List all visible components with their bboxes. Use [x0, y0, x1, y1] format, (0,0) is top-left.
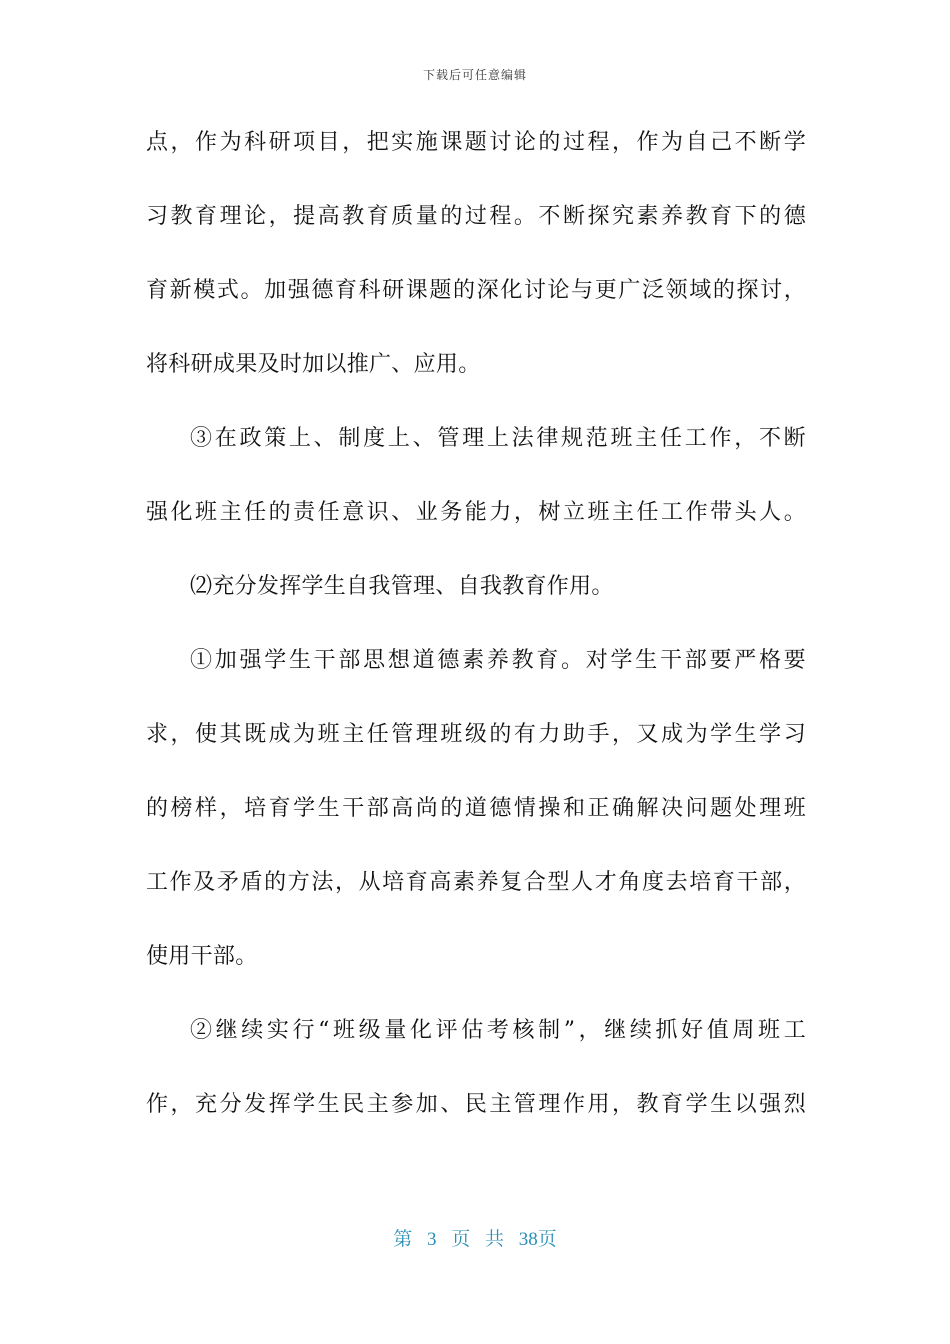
page-label-suffix: 页	[451, 1229, 471, 1250]
page-footer	[0, 1224, 950, 1251]
body-line: ③在政策上、制度上、管理上法律规范班主任工作，不断	[190, 426, 806, 451]
body-line: 强化班主任的责任意识、业务能力，树立班主任工作带头人。	[146, 500, 806, 525]
page-label-prefix: 第	[393, 1229, 413, 1250]
body-line: 工作及矛盾的方法，从培育高素养复合型人才角度去培育干部，	[146, 870, 806, 895]
body-line: ②继续实行“班级量化评估考核制”，继续抓好值周班工	[190, 1018, 806, 1043]
body-line: 使用干部。	[146, 944, 258, 969]
body-line: 习教育理论，提高教育质量的过程。不断探究素养教育下的德	[146, 204, 806, 229]
body-line: ⑵充分发挥学生自我管理、自我教育作用。	[190, 574, 614, 599]
body-line: 点，作为科研项目，把实施课题讨论的过程，作为自己不断学	[146, 130, 806, 155]
total-pages: 38页	[518, 1229, 557, 1250]
body-line: 将科研成果及时加以推广、应用。	[146, 352, 481, 377]
body-line: 育新模式。加强德育科研课题的深化讨论与更广泛领域的探讨，	[146, 278, 806, 303]
body-line: 求，使其既成为班主任管理班级的有力助手，又成为学生学习	[146, 722, 806, 747]
page-number: 3	[426, 1229, 437, 1250]
document-body	[146, 124, 806, 1160]
body-line: ①加强学生干部思想道德素养教育。对学生干部要严格要	[190, 648, 806, 673]
body-line: 的榜样，培育学生干部高尚的道德情操和正确解决问题处理班	[146, 796, 806, 821]
body-line: 作，充分发挥学生民主参加、民主管理作用，教育学生以强烈	[146, 1092, 806, 1117]
total-label: 共	[485, 1229, 505, 1250]
header-note: 下载后可任意编辑	[422, 68, 527, 82]
